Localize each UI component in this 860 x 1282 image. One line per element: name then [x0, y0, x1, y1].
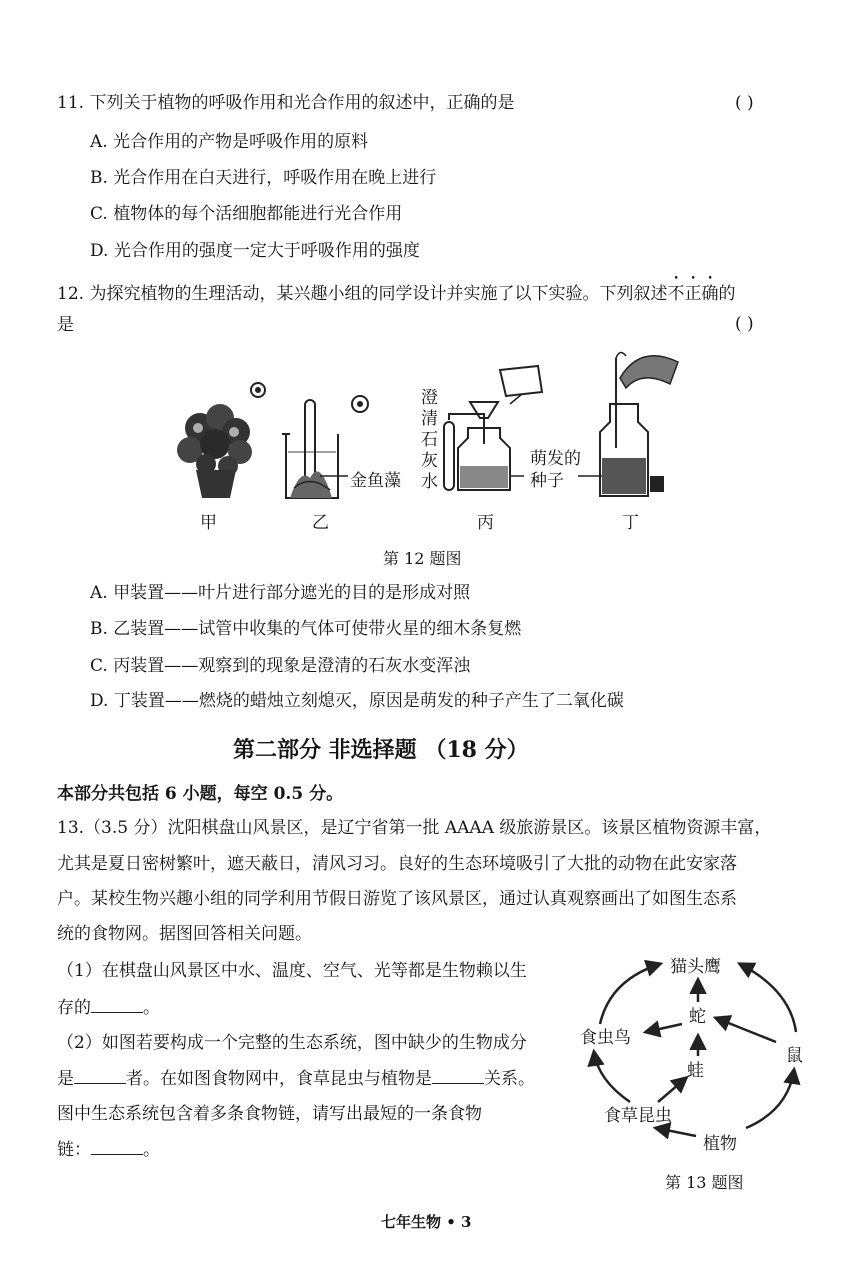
q13-part2-text-mid: 者。在如图食物网中，食草昆虫与植物是: [126, 1069, 432, 1089]
q13-part1-text-post: 。: [143, 998, 160, 1018]
q13-part2-line-3: 图中生态系统包含着多条食物链，请写出最短的一条食物: [57, 1104, 482, 1124]
q13-part1-line-2: [57, 996, 160, 1019]
limewater-apparatus-icon: [444, 366, 542, 490]
q13-part2-text-pre: 是: [57, 1069, 74, 1089]
limewater-char-3: 石: [421, 430, 438, 450]
q13-part2-text-post: 关系。: [484, 1069, 535, 1089]
label-bing: 丙: [477, 513, 494, 533]
q13-figure-caption: 第 13 题图: [665, 1173, 744, 1192]
q12-option-b: B. 乙装置——试管中收集的气体可使带火星的细木条复燃: [90, 619, 522, 639]
q12-option-c: C. 丙装置——观察到的现象是澄清的石灰水变浑浊: [90, 656, 471, 676]
q13-blank-3[interactable]: [432, 1067, 484, 1084]
label-ding: 丁: [622, 513, 639, 533]
q11-answer-bracket: ( ): [735, 93, 754, 113]
potted-plant-icon: [177, 404, 252, 498]
node-insectivorous-bird: 食虫鸟: [580, 1028, 631, 1048]
q13-part2-chain-post: 。: [143, 1140, 160, 1160]
seeds-label-line-2: 种子: [530, 471, 564, 491]
q12-stem-part-a: 12. 为探究植物的生理活动，某兴趣小组的同学设计并实施了以下实验。下列叙述: [57, 284, 668, 304]
q12-stem: [57, 274, 735, 305]
section-note: 本部分共包括 6 小题，每空 0.5 分。: [57, 784, 344, 804]
q12-stem-emphasis: 不正确: [667, 284, 719, 304]
q13-part1-line-1: （1）在棋盘山风景区中水、温度、空气、光等都是生物赖以生: [57, 961, 527, 981]
node-mouse: 鼠: [786, 1046, 803, 1066]
q13-line-1: 13.（3.5 分）沈阳棋盘山风景区，是辽宁省第一批 AAAA 级旅游景区。该景区植物资源丰富，: [57, 818, 772, 838]
q13-part2-chain-pre: 链：: [57, 1140, 91, 1160]
q12-answer-bracket: ( ): [735, 314, 754, 334]
q11-option-d: D. 光合作用的强度一定大于呼吸作用的强度: [90, 241, 420, 261]
node-frog: 蛙: [687, 1061, 704, 1081]
limewater-char-1: 澄: [421, 388, 438, 408]
q13-line-3: 户。某校生物兴趣小组的同学利用节假日游览了该风景区，通过认真观察画出了如图生态系: [57, 889, 737, 909]
q11-stem: 11. 下列关于植物的呼吸作用和光合作用的叙述中，正确的是: [57, 93, 515, 113]
node-owl: 猫头鹰: [670, 957, 721, 977]
candle-jar-icon: [600, 352, 678, 496]
q13-line-4: 统的食物网。据图回答相关问题。: [57, 924, 312, 944]
q13-part1-text-pre: 存的: [57, 998, 91, 1018]
q13-blank-4[interactable]: [91, 1138, 143, 1155]
limewater-char-2: 清: [421, 409, 438, 429]
node-plant: 植物: [703, 1134, 737, 1154]
q12-stem-part-b: 的: [718, 284, 736, 304]
node-snake: 蛇: [689, 1007, 706, 1027]
germinating-seeds-label: [530, 448, 581, 492]
beaker-icon: [282, 400, 338, 498]
q13-blank-1[interactable]: [91, 996, 143, 1013]
seeds-label-line-1: 萌发的: [530, 449, 581, 469]
q12-option-a: A. 甲装置——叶片进行部分遮光的目的是形成对照: [90, 583, 471, 603]
q13-blank-2[interactable]: [74, 1067, 126, 1084]
page-footer: 七年生物 • 3: [381, 1213, 472, 1231]
sun-icon-1: [251, 383, 265, 397]
q11-option-b: B. 光合作用在白天进行，呼吸作用在晚上进行: [90, 168, 437, 188]
q12-stem-continued: 是: [57, 315, 74, 335]
q13-part2-line-4: [57, 1138, 160, 1161]
limewater-char-5: 水: [421, 472, 438, 492]
goldfish-weed-label: 金鱼藻: [350, 471, 401, 491]
sun-icon-2: [352, 396, 368, 412]
q11-option-c: C. 植物体的每个活细胞都能进行光合作用: [90, 204, 403, 224]
q13-part2-line-2: [57, 1067, 535, 1090]
q12-option-d: D. 丁装置——燃烧的蜡烛立刻熄灭，原因是萌发的种子产生了二氧化碳: [90, 691, 624, 711]
label-jia: 甲: [200, 513, 217, 533]
q13-line-2: 尤其是夏日密树繁叶，遮天蔽日，清风习习。良好的生态环境吸引了大批的动物在此安家落: [57, 854, 737, 874]
node-herbivorous-insect: 食草昆虫: [604, 1106, 672, 1126]
label-yi: 乙: [312, 513, 329, 533]
q13-part2-line-1: （2）如图若要构成一个完整的生态系统，图中缺少的生物成分: [57, 1033, 527, 1053]
limewater-char-4: 灰: [421, 451, 438, 471]
q11-option-a: A. 光合作用的产物是呼吸作用的原料: [90, 132, 369, 152]
section-title: 第二部分 非选择题 （18 分）: [233, 737, 529, 763]
q12-figure-caption: 第 12 题图: [383, 549, 462, 568]
limewater-label: [421, 388, 441, 493]
